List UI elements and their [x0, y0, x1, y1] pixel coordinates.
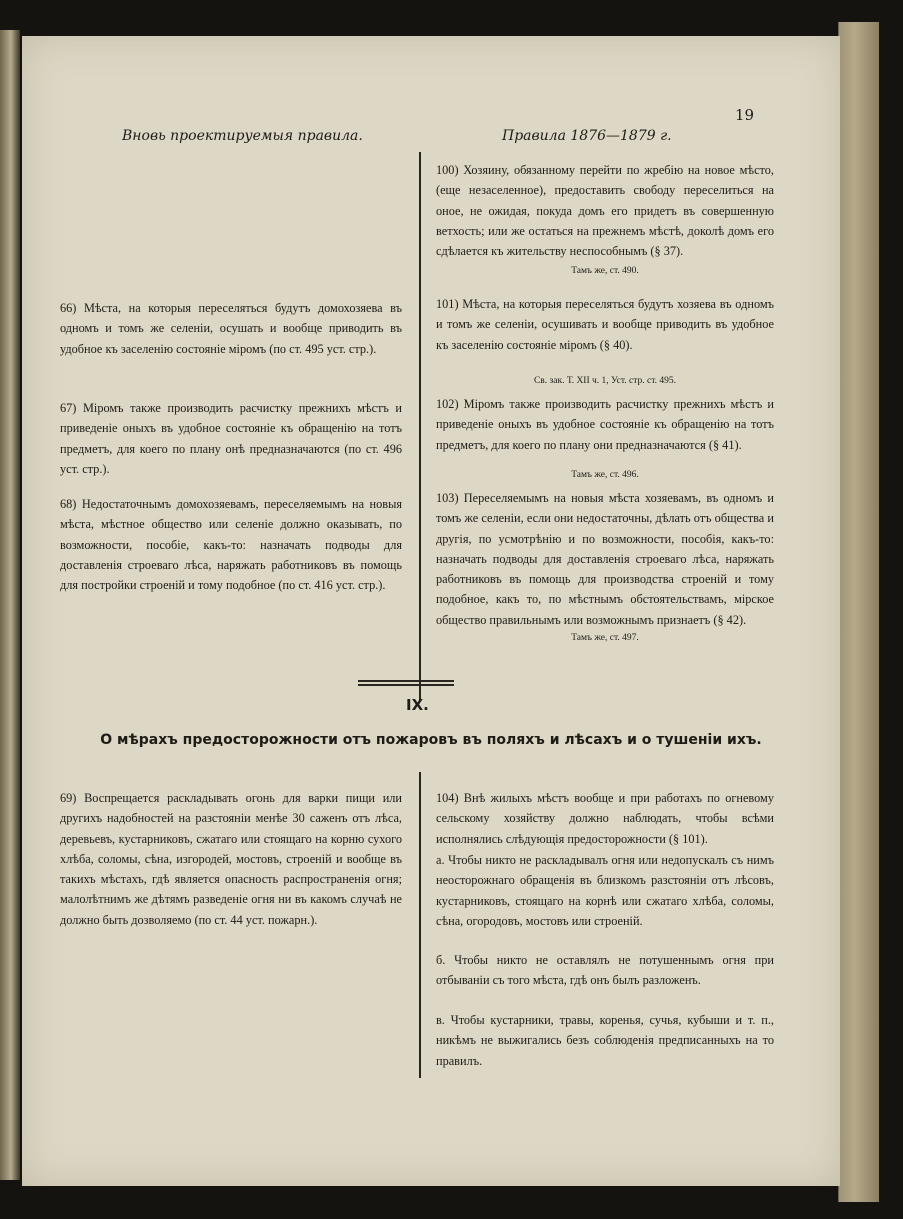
section-title: О мѣрахъ предосторожности отъ пожаровъ въ поляхъ и лѣсахъ и о тушеніи ихъ. — [100, 732, 762, 748]
paragraph-104-c: в. Чтобы кустарники, травы, коренья, сучья, кубыши и т. п., никѣмъ не выжигались безъ соблюденія предписанныхъ на то правилъ. — [436, 1013, 774, 1068]
section-rule-lower — [358, 684, 454, 686]
paragraph-67: 67) Міромъ также производить расчистку прежнихъ мѣстъ и приведеніе оныхъ въ удобное состояніе къ обращенію на тотъ предметъ, для коего по плану онѣ предназначаются (по ст. 496 уст. стр.). — [60, 401, 402, 476]
paragraph-102: 102) Міромъ также производить расчистку прежнихъ мѣстъ и приведеніе оныхъ въ удобное состояніе къ обращенію на тотъ предметъ, для коего по плану они предназначаются (§ 41). — [436, 397, 774, 452]
paragraph-103: 103) Переселяемымъ на новыя мѣста хозяевамъ, въ одномъ и томъ же селеніи, если они недостаточны, дѣлать отъ общества и другія, по усмотрѣнію и по возможности, пособія, какъ-то: назначать подводы для доставленія строеваго лѣса, наряжать работниковъ въ помощь для производства строеній и тому подобное, какъ то, по мѣстнымъ обстоятельствамъ, мірское общество правильнымъ или возможнымъ признаетъ (§ 42). — [436, 491, 774, 627]
section-rule-upper — [358, 680, 454, 682]
paragraph-101: 101) Мѣста, на которыя переселяться будутъ хозяева въ одномъ и томъ же селеніи, осушивать и вообще приводить въ удобное къ заселенію состояніе міромъ (§ 40). — [436, 297, 774, 352]
paragraph-100: 100) Хозяину, обязанному перейти по жребію на новое мѣсто, (еще незаселенное), предоставить свободу переселиться на оное, не ожидая, покуда домъ его придетъ въ совершенную ветхость; или же остаться на прежнемъ мѣстѣ, доколѣ домъ его сдѣлается къ жительству неспособнымъ (§ 37). — [436, 163, 774, 259]
source-note-101: Св. зак. Т. XII ч. 1, Уст. стр. ст. 495. — [533, 376, 677, 386]
paragraph-66: 66) Мѣста, на которыя переселяться будутъ домохозяева въ одномъ и томъ же селеніи, осушать и вообще приводить въ удобное къ заселенію состояніе міромъ (по ст. 495 уст. стр.). — [60, 301, 402, 356]
paragraph-104-b: б. Чтобы никто не оставлялъ не потушеннымъ огня при отбываніи съ того мѣста, гдѣ онъ былъ разложенъ. — [436, 953, 774, 988]
column-divider-top — [419, 152, 421, 700]
paragraph-104-a: а. Чтобы никто не раскладывалъ огня или недопускалъ съ нимъ неосторожнаго обращенія въ близкомъ разстояніи отъ лѣсовъ, кустарниковъ, стоящаго на корнѣ или сжатаго хлѣба, соломы, сѣна, огородовъ, мостовъ или строеній. — [436, 853, 774, 928]
section-number: IX. — [406, 696, 429, 714]
page-number: 19 — [735, 106, 755, 124]
book-page — [22, 36, 840, 1186]
book-cover-edge — [838, 22, 879, 1202]
left-page-edge — [0, 30, 20, 1180]
source-note-102: Тамъ же, ст. 496. — [571, 470, 639, 480]
paragraph-68: 68) Недостаточнымъ домохозяевамъ, переселяемымъ на новыя мѣста, мѣстное общество или селеніе должно оказывать, по возможности, пособіе, какъ-то: назначать подводы для доставленія строеваго лѣса, наряжать работниковъ въ помощь для постройки строеній и тому подобное (по ст. 416 уст. стр.). — [60, 497, 402, 593]
right-column-header: Правила 1876—1879 г. — [502, 128, 672, 144]
paragraph-104: 104) Внѣ жилыхъ мѣстъ вообще и при работахъ по огневому сельскому хозяйству должно наблюдать, чтобы всѣми исполнялись слѣдующія предосторожности (§ 101). — [436, 791, 774, 846]
source-note-103: Тамъ же, ст. 497. — [571, 633, 639, 643]
source-note-100: Тамъ же, ст. 490. — [571, 266, 639, 276]
column-divider-bottom — [419, 772, 421, 1078]
paragraph-69: 69) Воспрещается раскладывать огонь для варки пищи или другихъ надобностей на разстояніи менѣе 30 саженъ отъ лѣса, деревьевъ, кустарниковъ, сжатаго или стоящаго на корню сухого хлѣба, соломы, сѣна, изгородей, мостовъ, строеній и вообще въ такихъ мѣстахъ, гдѣ является опасность распространенія огня; малолѣтнимъ же дѣтямъ разведеніе огня ни въ какомъ случаѣ не должно быть дозволяемо (по ст. 44 уст. пожарн.). — [60, 791, 402, 927]
left-column-header: Вновь проектируемыя правила. — [122, 128, 363, 144]
